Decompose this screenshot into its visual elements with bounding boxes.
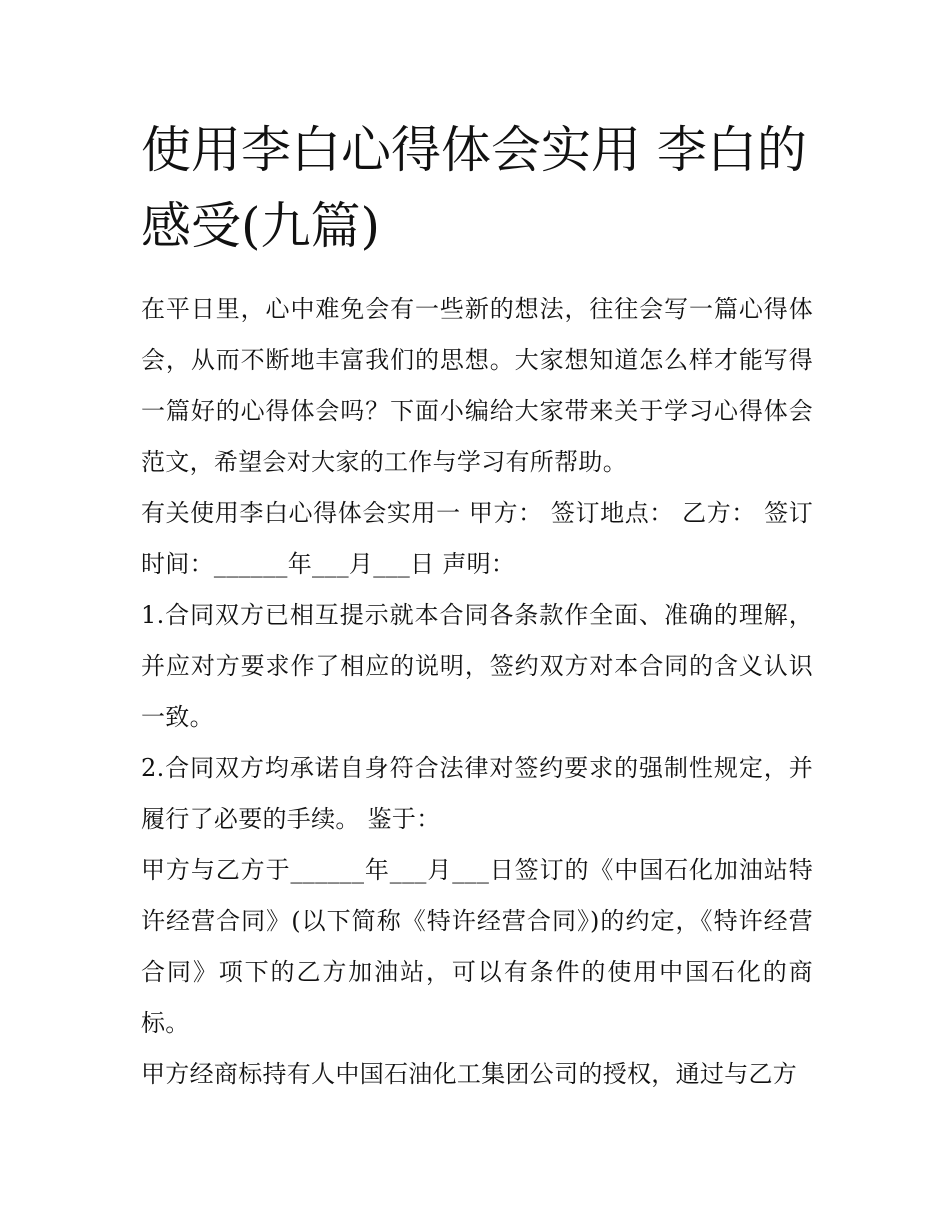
paragraph-authorization: 甲方经商标持有人中国石油化工集团公司的授权，通过与乙方 [141, 1060, 798, 1088]
paragraph-clause-2: 2.合同双方均承诺自身符合法律对签约要求的强制性规定，并履行了必要的手续。 鉴于： [141, 754, 813, 833]
paragraph-agreement: 甲方与乙方于______年___月___日签订的《中国石化加油站特许经营合同》(以下简称《特许经营合同》)的约定，《特许经营合同》项下的乙方加油站，可以有条件的使用中国石化的商标。 [141, 856, 813, 1037]
document-title: 使用李白心得体会实用 李白的感受(九篇) [141, 121, 807, 255]
paragraph-clause-1: 1.合同双方已相互提示就本合同各条款作全面、准确的理解，并应对方要求作了相应的说明，签约双方对本合同的含义认识一致。 [141, 601, 813, 731]
document-body [141, 112, 813, 1100]
paragraph-intro: 在平日里，心中难免会有一些新的想法，往往会写一篇心得体会，从而不断地丰富我们的思想。大家想知道怎么样才能写得一篇好的心得体会吗？下面小编给大家带来关于学习心得体会范文，希望会对大家的工作与学习有所帮助。 [141, 295, 813, 476]
paragraph-contract-header: 有关使用李白心得体会实用一 甲方： 签订地点： 乙方： 签订时间：______年___月___日 声明： [141, 499, 813, 578]
